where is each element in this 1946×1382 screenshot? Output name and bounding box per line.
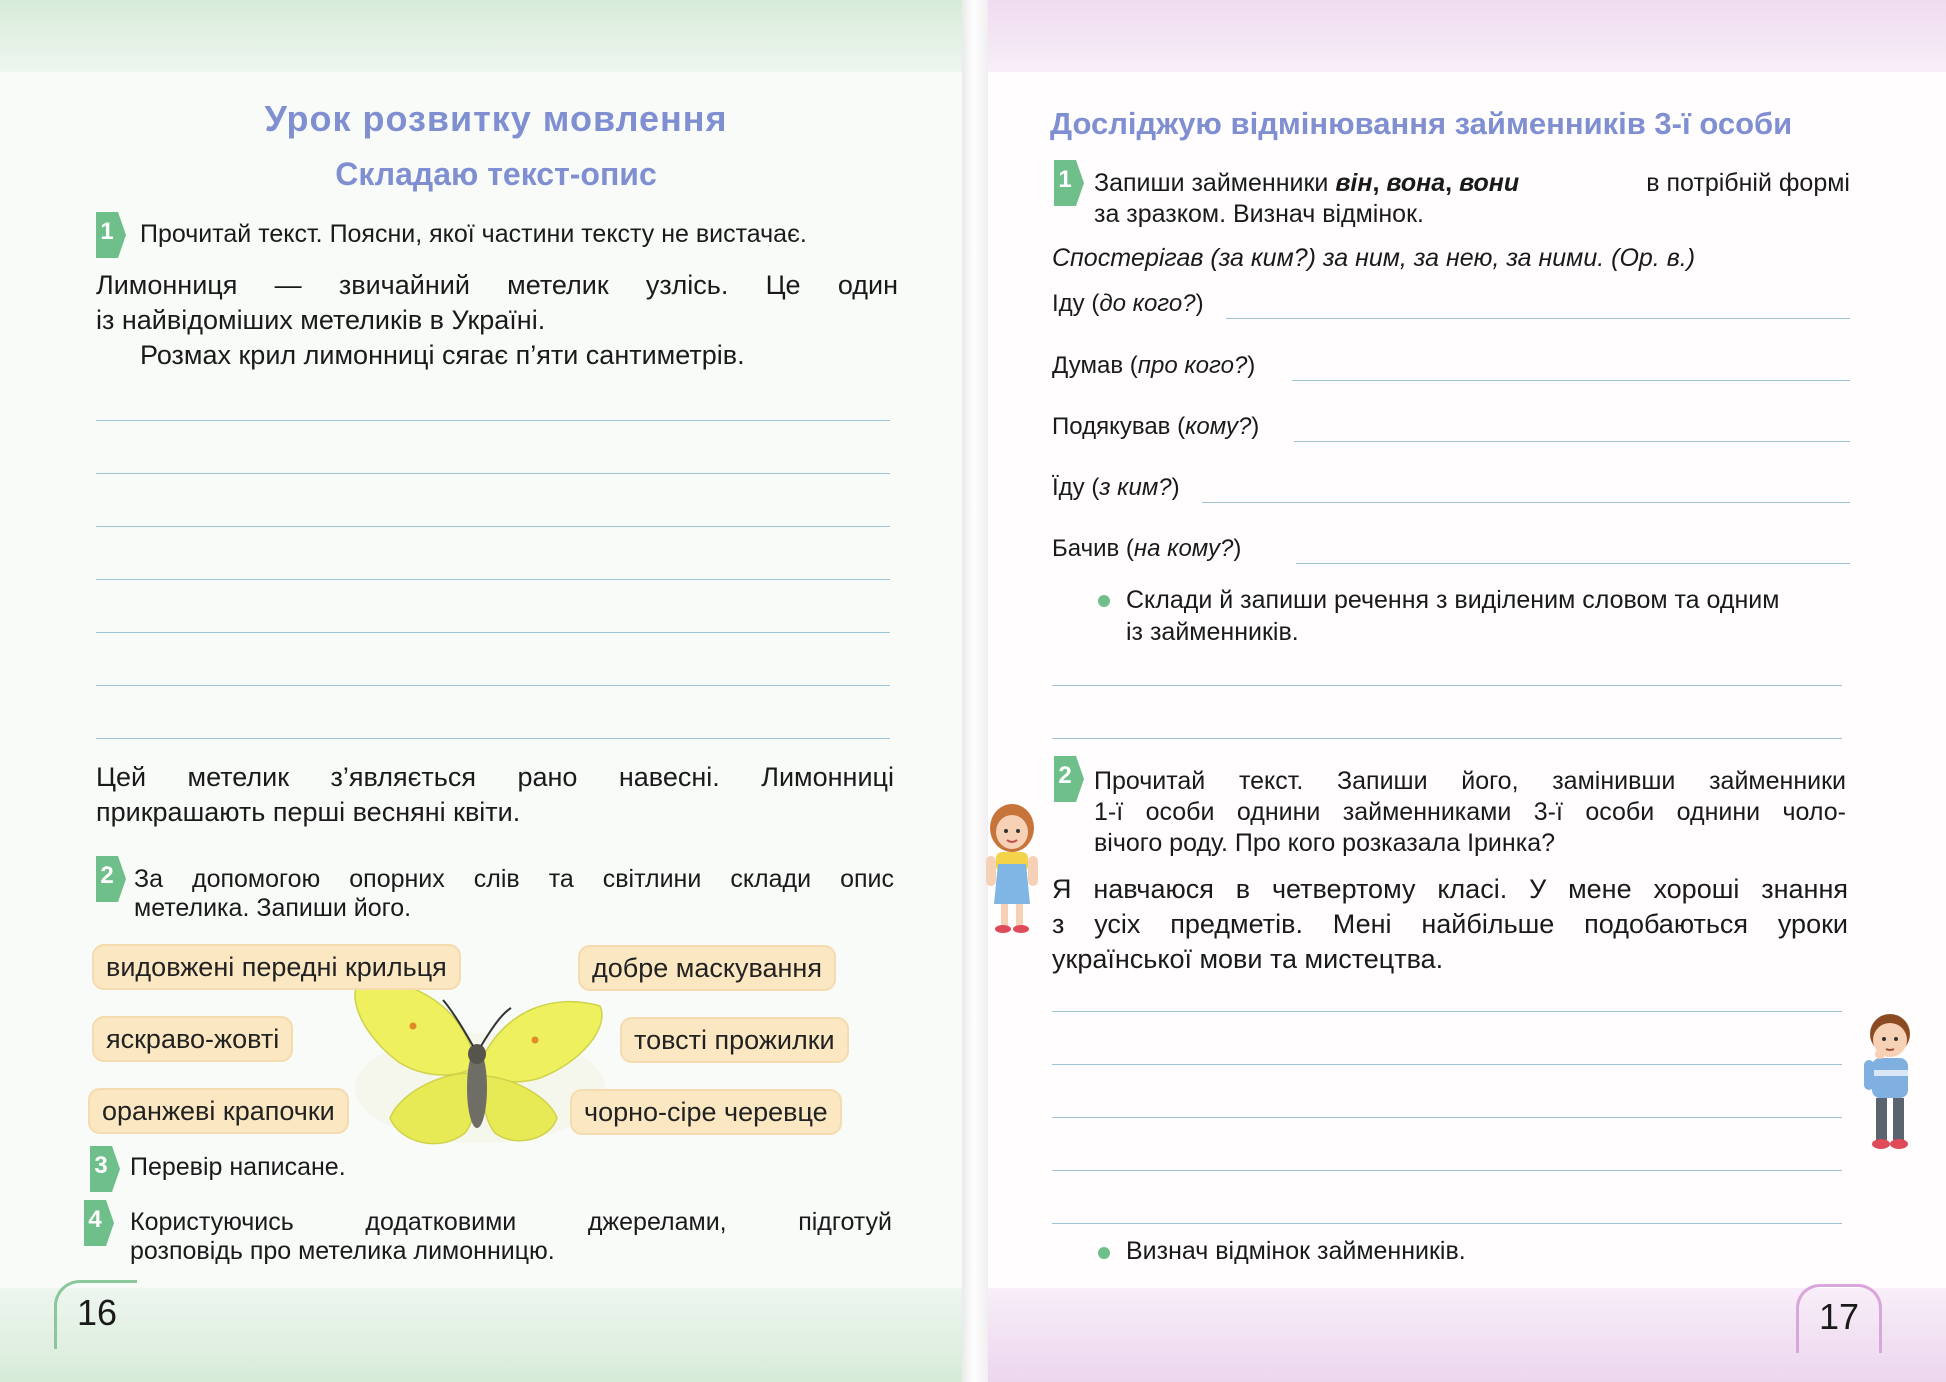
- keyword-tag: добре маскування: [578, 945, 836, 991]
- example-part: ): [1686, 244, 1696, 272]
- row-verb: Думав (: [1052, 352, 1138, 379]
- row-end: ): [1251, 413, 1260, 440]
- task-number: 2: [100, 862, 114, 889]
- row-question: про кого?: [1137, 352, 1248, 379]
- boy-illustration: [1860, 1010, 1920, 1152]
- page-number-left: 16: [54, 1280, 137, 1349]
- write-line[interactable]: [96, 685, 890, 686]
- text-p3-line2: прикрашають перші весняні квіти.: [96, 797, 521, 827]
- task2-instruction-line2: 1-ї особи однини займенниками 3-ї особи однини чоло-: [1094, 798, 1846, 826]
- task-badge-1: [96, 212, 126, 258]
- example-part: ) за ним, за нею, за ними. (: [1307, 244, 1620, 272]
- row-end: ): [1233, 535, 1242, 562]
- task1-bullet-line1: Склади й запиши речення з виділеним словом та одним: [1126, 586, 1780, 614]
- text-p2: Розмах крил лимонниці сягає п’яти сантиметрів.: [140, 340, 745, 370]
- pronoun-vin: він: [1335, 169, 1373, 197]
- write-line[interactable]: [1052, 1011, 1842, 1012]
- exercise-row-label: [1052, 535, 1241, 563]
- example-sentence: [1052, 243, 1695, 274]
- task2-bullet: Визнач відмінок займенників.: [1126, 1237, 1466, 1265]
- keyword-tag: яскраво-жовті: [92, 1016, 293, 1062]
- instruction-part: Запиши займенники: [1094, 169, 1336, 197]
- write-line[interactable]: [1052, 685, 1842, 686]
- row-question: кому?: [1185, 413, 1252, 440]
- bullet-icon: [1098, 595, 1110, 607]
- row-end: ): [1195, 290, 1204, 317]
- keyword-tag: оранжеві крапочки: [88, 1088, 349, 1134]
- task-number: 1: [100, 218, 114, 245]
- task-number: 3: [94, 1152, 108, 1179]
- task-number: 4: [88, 1206, 102, 1233]
- write-line[interactable]: [96, 738, 890, 739]
- example-question: за ким?: [1218, 244, 1308, 272]
- task3-text: Перевір написане.: [130, 1153, 346, 1181]
- task-badge-1: [1054, 160, 1084, 206]
- task-number: 1: [1058, 166, 1072, 193]
- write-line[interactable]: [1052, 1117, 1842, 1118]
- lesson-subtitle: Складаю текст-опис: [335, 156, 657, 192]
- text-p1-line1: Лимонниця — звичайний метелик узлісь. Це один: [96, 270, 898, 300]
- task4-line2: розповідь про метелика лимонницю.: [130, 1237, 555, 1265]
- keyword-tag: товсті прожилки: [620, 1017, 849, 1063]
- answer-line[interactable]: [1292, 380, 1850, 381]
- girl-illustration: [982, 800, 1042, 935]
- answer-line[interactable]: [1294, 441, 1850, 442]
- write-line[interactable]: [1052, 1170, 1842, 1171]
- task2-instruction-line2: метелика. Запиши його.: [134, 894, 412, 922]
- keyword-tag: видовжені передні крильця: [92, 944, 461, 990]
- text-p3-line1: Цей метелик з’являється рано навесні. Лимонниці: [96, 762, 894, 792]
- row-verb: Подякував (: [1052, 413, 1186, 440]
- row-verb: Бачив (: [1052, 535, 1134, 562]
- write-line[interactable]: [96, 632, 890, 633]
- answer-line[interactable]: [1296, 563, 1850, 564]
- row-question: на кому?: [1133, 535, 1234, 562]
- task-badge-3: [90, 1146, 120, 1192]
- write-line[interactable]: [96, 579, 890, 580]
- row-question: до кого?: [1099, 290, 1196, 317]
- example-part: Спостерігав (: [1052, 244, 1219, 272]
- separator: ,: [1372, 169, 1387, 197]
- keyword-tag: чорно-сіре черевце: [570, 1089, 842, 1135]
- row-end: ): [1171, 474, 1180, 501]
- right-page-title: Досліджую відмінювання займенників 3-ї особи: [1050, 106, 1793, 141]
- write-line[interactable]: [96, 420, 890, 421]
- task2-instruction-line3: вічого роду. Про кого розказала Іринка?: [1094, 829, 1555, 857]
- write-line[interactable]: [96, 526, 890, 527]
- lesson-title: Урок розвитку мовлення: [264, 98, 728, 139]
- right-top-band: [978, 0, 1946, 72]
- task1-instruction: Прочитай текст. Поясни, якої частини тексту не вистачає.: [140, 220, 807, 248]
- exercise-row-label: [1052, 290, 1204, 318]
- task-badge-4: [84, 1200, 114, 1246]
- page-number-right: 17: [1796, 1284, 1882, 1353]
- task1-bullet-line2: із займенників.: [1126, 618, 1299, 646]
- example-case: Ор. в.: [1619, 244, 1687, 272]
- bullet-icon: [1098, 1247, 1110, 1259]
- exercise-row-label: [1052, 474, 1180, 502]
- row-question: з ким?: [1099, 474, 1172, 501]
- task1-instruction-line2: за зразком. Визнач відмінок.: [1094, 200, 1424, 228]
- exercise-row-label: [1052, 352, 1255, 380]
- task-badge-2: [1054, 756, 1084, 802]
- task2-text-line2: з усіх предметів. Мені найбільше подобаються уроки: [1052, 909, 1848, 939]
- left-bottom-band: [0, 1288, 968, 1382]
- task2-text-line1: Я навчаюся в четвертому класі. У мене хороші знання: [1052, 874, 1848, 904]
- exercise-row-label: [1052, 413, 1259, 441]
- task1-instruction-line1: [1094, 168, 1850, 199]
- task2-text-line3: української мови та мистецтва.: [1052, 944, 1444, 974]
- text-p1-line2: із найвідоміших метеликів в Україні.: [96, 305, 546, 335]
- answer-line[interactable]: [1202, 502, 1850, 503]
- write-line[interactable]: [1052, 738, 1842, 739]
- write-line[interactable]: [96, 473, 890, 474]
- left-top-band: [0, 0, 968, 72]
- book-spine: [962, 0, 988, 1382]
- task2-instruction-line1: Прочитай текст. Запиши його, замінивши займенники: [1094, 767, 1846, 795]
- task-badge-2: [96, 856, 126, 902]
- task-number: 2: [1058, 762, 1072, 789]
- instruction-text-a: [1094, 168, 1519, 199]
- row-end: ): [1247, 352, 1256, 379]
- write-line[interactable]: [1052, 1223, 1842, 1224]
- pronoun-vony: вони: [1459, 169, 1520, 197]
- write-line[interactable]: [1052, 1064, 1842, 1065]
- row-verb: Їду (: [1052, 474, 1100, 501]
- answer-line[interactable]: [1226, 318, 1850, 319]
- row-verb: Іду (: [1052, 290, 1100, 317]
- task2-instruction-line1: За допомогою опорних слів та світлини склади опис: [134, 865, 894, 893]
- task4-line1: Користуючись додатковими джерелами, підготуй: [130, 1208, 892, 1236]
- instruction-part: в потрібній формі: [1646, 169, 1850, 197]
- separator: ,: [1445, 169, 1460, 197]
- pronoun-vona: вона: [1386, 169, 1446, 197]
